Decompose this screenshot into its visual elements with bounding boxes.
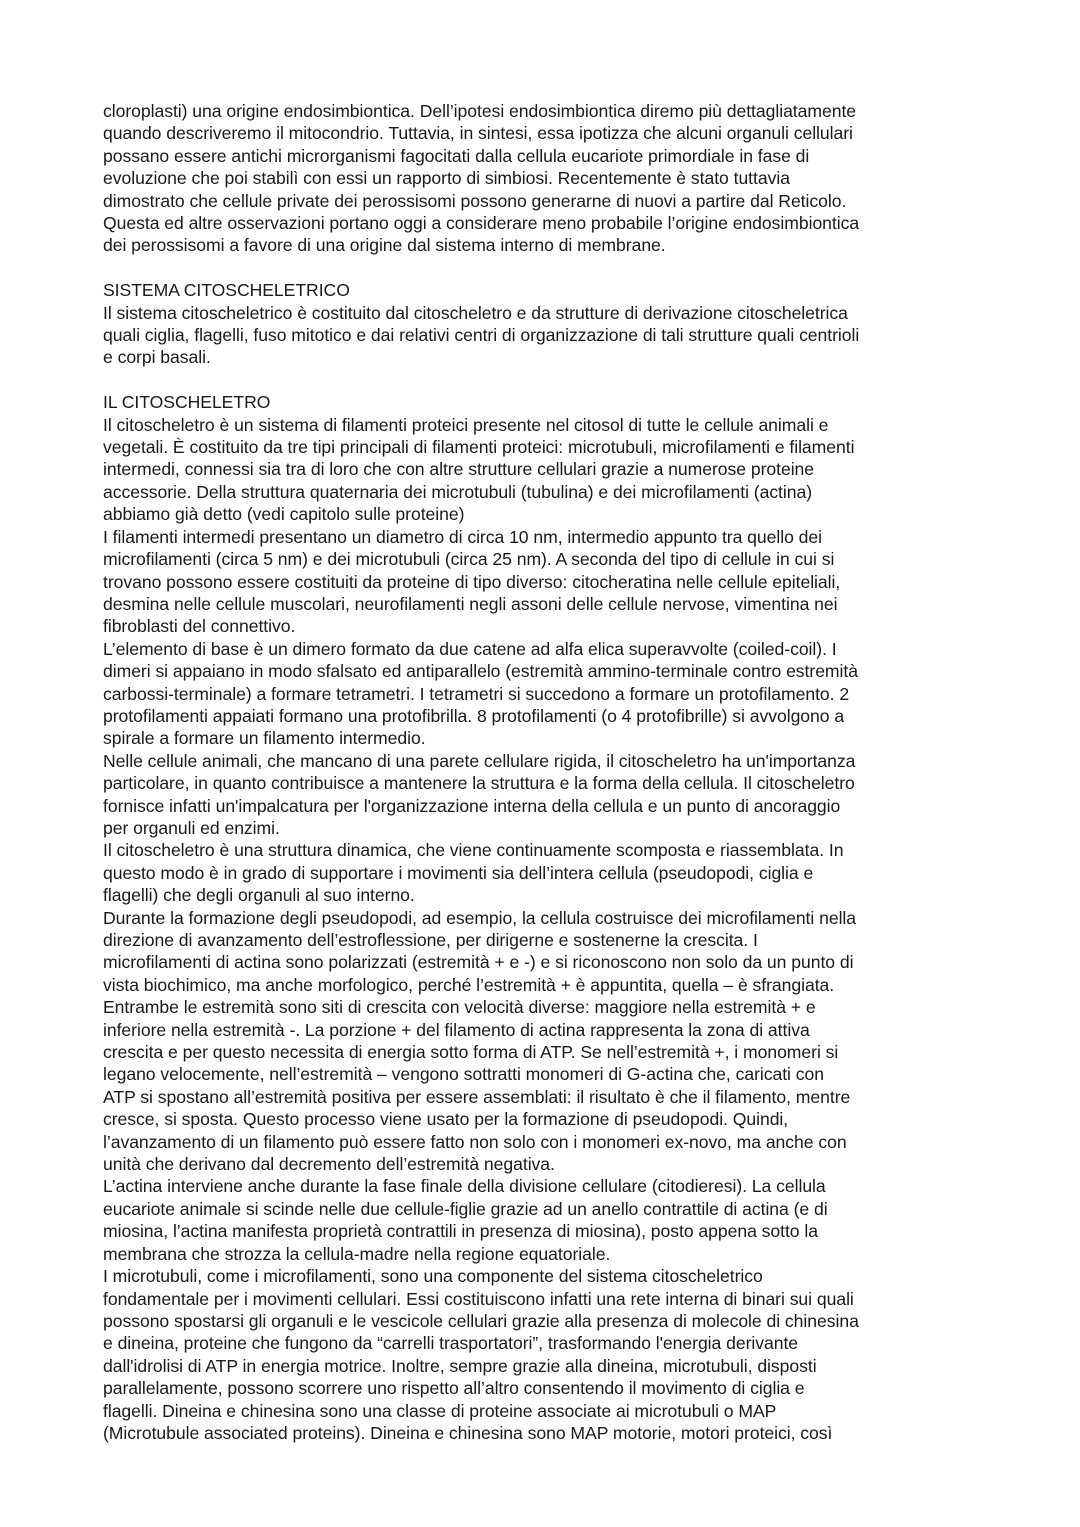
text-line: dall'idrolisi di ATP in energia motrice. Inoltre, sempre grazie alla dineina, microtubuli, disposti: [103, 1355, 817, 1376]
section-sistema-citoscheletrico: [103, 279, 983, 369]
text-line: miosina, l’actina manifesta proprietà contrattili in presenza di miosina), posto appena sotto la: [103, 1221, 818, 1242]
text-line: membrana che strozza la cellula-madre nella regione equatoriale.: [103, 1243, 611, 1264]
text-line: microfilamenti (circa 5 nm) e dei microtubuli (circa 25 nm). A seconda del tipo di cellule in cui si: [103, 549, 835, 570]
text-line: cloroplasti) una origine endosimbiontica. Dell’ipotesi endosimbiontica diremo più dettagliatamente: [103, 101, 857, 121]
text-line: carbossi-terminale) a formare tetrametri. I tetrametri si succedono a formare un protofilamento. 2: [103, 683, 850, 704]
paragraph-gap: [103, 257, 983, 279]
text-line: particolare, in quanto contribuisce a mantenere la struttura e la forma della cellula. Il citoscheletro: [103, 773, 855, 794]
section-heading: SISTEMA CITOSCHELETRICO: [103, 280, 350, 301]
text-line: per organuli ed enzimi.: [103, 817, 280, 838]
text-line: accessorie. Della struttura quaternaria dei microtubuli (tubulina) e dei microfilamenti (actina): [103, 481, 813, 502]
text-line: flagelli) che degli organuli al suo interno.: [103, 885, 415, 906]
text-line: crescita e per questo necessita di energia sotto forma di ATP. Se nell’estremità +, i monomeri si: [103, 1042, 839, 1063]
text-line: eucariote animale si scinde nelle due cellule-figlie grazie ad un anello contrattile di actina (e di: [103, 1198, 828, 1219]
text-line: desmina nelle cellule muscolari, neurofilamenti negli assoni delle cellule nervose, vimentina nei: [103, 593, 838, 614]
text-line: l’avanzamento di un filamento può essere fatto non solo con i monomeri ex-novo, ma anche con: [103, 1131, 847, 1152]
text-line: I filamenti intermedi presentano un diametro di circa 10 nm, intermedio appunto tra quello dei: [103, 526, 822, 547]
text-line: Il citoscheletro è un sistema di filamenti proteici presente nel citosol di tutte le cellule animali e: [103, 414, 829, 435]
text-line: L’actina interviene anche durante la fase finale della divisione cellulare (citodieresi). La cellula: [103, 1176, 826, 1197]
text-line: vegetali. È costituito da tre tipi principali di filamenti proteici: microtubuli, microfilamenti e filamenti: [103, 437, 855, 458]
text-line: legano velocemente, nell’estremità – vengono sottratti monomeri di G-actina che, caricati con: [103, 1064, 824, 1085]
text-line: fibroblasti del connettivo.: [103, 616, 296, 637]
text-line: (Microtubule associated proteins). Dineina e chinesina sono MAP motorie, motori proteici, così: [103, 1422, 833, 1443]
text-line: vista biochimico, ma anche morfologico, perché l’estremità + è appuntita, quella – è sfrangiata.: [103, 974, 835, 995]
text-line: evoluzione che poi stabilì con essi un rapporto di simbiosi. Recentemente è stato tuttavia: [103, 168, 790, 189]
text-line: questo modo è in grado di supportare i movimenti sia dell’intera cellula (pseudopodi, ciglia e: [103, 862, 814, 883]
text-line: Durante la formazione degli pseudopodi, ad esempio, la cellula costruisce dei microfilamenti nella: [103, 907, 857, 928]
text-line: parallelamente, possono scorrere uno rispetto all’altro consentendo il movimento di ciglia e: [103, 1378, 805, 1399]
text-line: direzione di avanzamento dell’estroflessione, per dirigerne e sostenerne la crescita. I: [103, 930, 758, 950]
intro-paragraph: [103, 100, 983, 257]
section-heading: IL CITOSCHELETRO: [103, 392, 271, 413]
text-line: dei perossisomi a favore di una origine dal sistema interno di membrane.: [103, 235, 666, 256]
text-line: quali ciglia, flagelli, fuso mitotico e dai relativi centri di organizzazione di tali strutture quali centrioli: [103, 325, 860, 346]
section-il-citoscheletro: [103, 391, 983, 1444]
text-line: cresce, si sposta. Questo processo viene usato per la formazione di pseudopodi. Quindi,: [103, 1109, 789, 1130]
text-line: Questa ed altre osservazioni portano oggi a considerare meno probabile l’origine endosimbiontica: [103, 213, 860, 234]
text-line: quando descriveremo il mitocondrio. Tuttavia, in sintesi, essa ipotizza che alcuni organuli cellulari: [103, 123, 853, 144]
text-line: abbiamo già detto (vedi capitolo sulle proteine): [103, 504, 465, 525]
text-line: microfilamenti di actina sono polarizzati (estremità + e -) e si riconoscono non solo da un punto di: [103, 952, 854, 973]
text-line: e corpi basali.: [103, 347, 211, 368]
text-line: possono spostarsi gli organuli e le vescicole cellulari grazie alla presenza di molecole di chinesina: [103, 1310, 859, 1331]
text-line: inferiore nella estremità -. La porzione + del filamento di actina rappresenta la zona di attiva: [103, 1019, 810, 1040]
text-line: intermedi, connessi sia tra di loro che con altre strutture cellulari grazie a numerose proteine: [103, 459, 815, 480]
text-line: fondamentale per i movimenti cellulari. Essi costituiscono infatti una rete interna di binari sui quali: [103, 1288, 854, 1309]
text-line: dimostrato che cellule private dei perossisomi possono generarne di nuovi a partire dal Reticolo.: [103, 190, 847, 211]
text-line: unità che derivano dal decremento dell’estremità negativa.: [103, 1154, 555, 1175]
text-line: protofilamenti appaiati formano una protofibrilla. 8 protofilamenti (o 4 protofibrille) si avvolgono a: [103, 705, 845, 726]
text-line: dimeri si appaiano in modo sfalsato ed antiparallelo (estremità ammino-terminale contro estremità: [103, 661, 858, 682]
document-page: [103, 100, 983, 1444]
text-line: Il sistema citoscheletrico è costituito dal citoscheletro e da strutture di derivazione citoscheletrica: [103, 302, 848, 323]
text-line: ATP si spostano all’estremità positiva per essere assemblati: il risultato è che il filamento, mentre: [103, 1086, 851, 1107]
text-line: L’elemento di base è un dimero formato da due catene ad alfa elica superavvolte (coiled-coil). I: [103, 638, 837, 659]
text-line: spirale a formare un filamento intermedio.: [103, 728, 426, 749]
text-line: Il citoscheletro è una struttura dinamica, che viene continuamente scomposta e riassemblata. In: [103, 840, 844, 861]
text-line: e dineina, proteine che fungono da “carrelli trasportatori”, trasformando l'energia derivante: [103, 1333, 799, 1354]
text-line: trovano possono essere costituiti da proteine di tipo diverso: citocheratina nelle cellule epiteliali,: [103, 571, 841, 592]
text-line: Entrambe le estremità sono siti di crescita con velocità diverse: maggiore nella estremità + e: [103, 997, 816, 1018]
text-line: possano essere antichi microrganismi fagocitati dalla cellula eucariote primordiale in fase di: [103, 145, 810, 166]
text-line: Nelle cellule animali, che mancano di una parete cellulare rigida, il citoscheletro ha un'importanza: [103, 750, 856, 771]
paragraph-gap: [103, 369, 983, 391]
text-line: I microtubuli, come i microfilamenti, sono una componente del sistema citoscheletrico: [103, 1266, 763, 1287]
text-line: fornisce infatti un'impalcatura per l'organizzazione interna della cellula e un punto di ancoraggio: [103, 795, 841, 816]
text-line: flagelli. Dineina e chinesina sono una classe di proteine associate ai microtubuli o MAP: [103, 1400, 777, 1421]
